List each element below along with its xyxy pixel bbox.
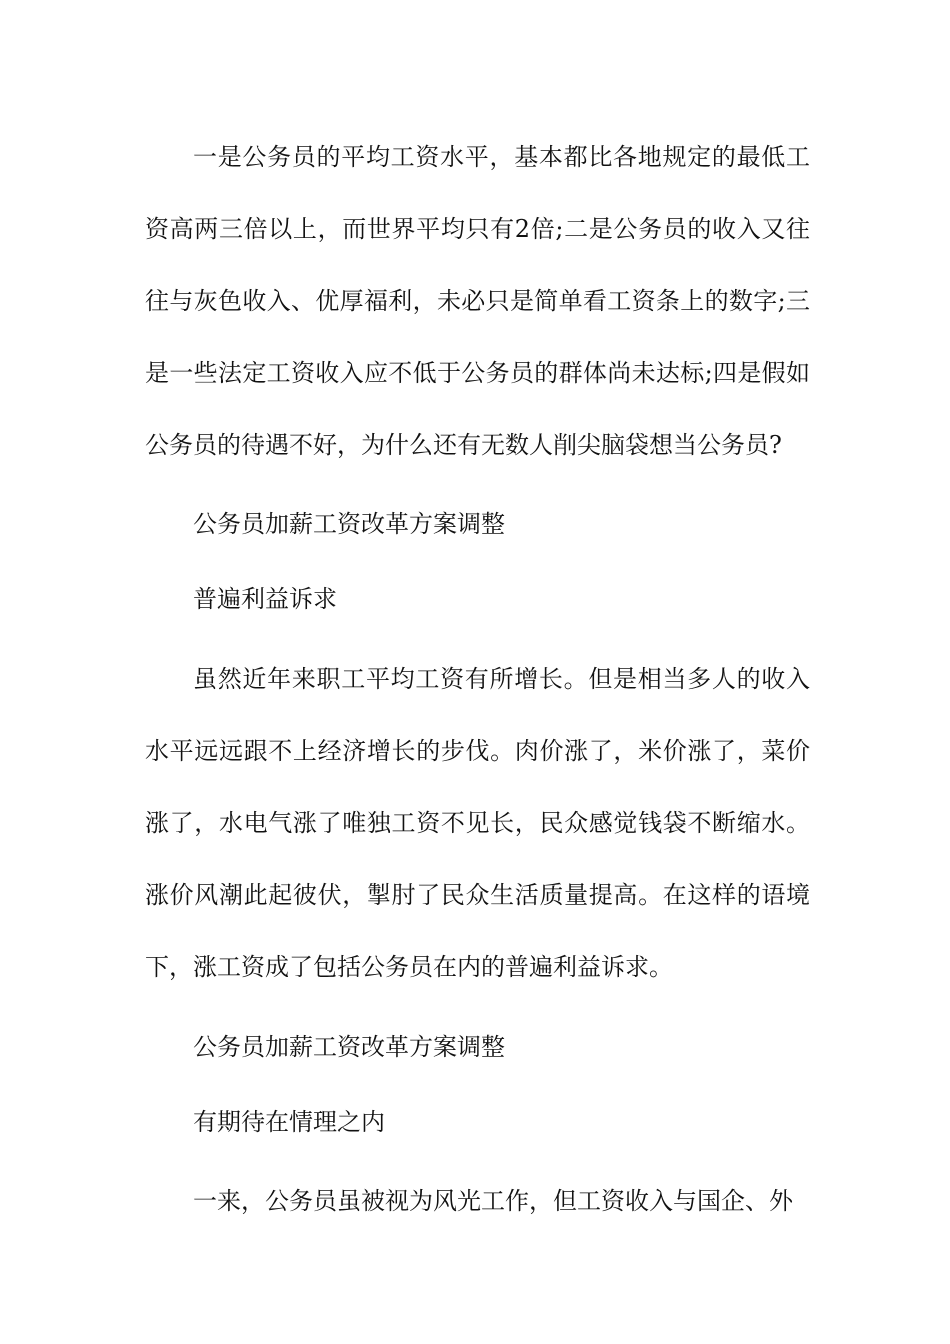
section-heading-salary-reform-repeat: 公务员加薪工资改革方案调整 [193, 1033, 505, 1061]
body-paragraph-wage-comparison: 一是公务员的平均工资水平，基本都比各地规定的最低工资高两三倍以上，而世界平均只有2倍;二是公务员的收入又往往与灰色收入、优厚福利，未必只是简单看工资条上的数字;三是一些法定工资收入应不低于公务员的群体尚未达标;四是假如公务员的待遇不好，为什么还有无数人削尖脑袋想当公务员? [145, 143, 810, 459]
body-paragraph-rising-prices: 虽然近年来职工平均工资有所增长。但是相当多人的收入水平远远跟不上经济增长的步伐。肉价涨了，米价涨了，菜价涨了，水电气涨了唯独工资不见长，民众感觉钱袋不断缩水。涨价风潮此起彼伏，掣肘了民众生活质量提高。在这样的语境下，涨工资成了包括公务员在内的普遍利益诉求。 [145, 665, 810, 981]
subheading-common-interest: 普遍利益诉求 [193, 585, 337, 613]
subheading-reasonable-expectation: 有期待在情理之内 [193, 1108, 385, 1136]
section-heading-salary-reform: 公务员加薪工资改革方案调整 [193, 510, 505, 538]
body-paragraph-civil-servant-income: 一来，公务员虽被视为风光工作，但工资收入与国企、外 [193, 1187, 793, 1215]
